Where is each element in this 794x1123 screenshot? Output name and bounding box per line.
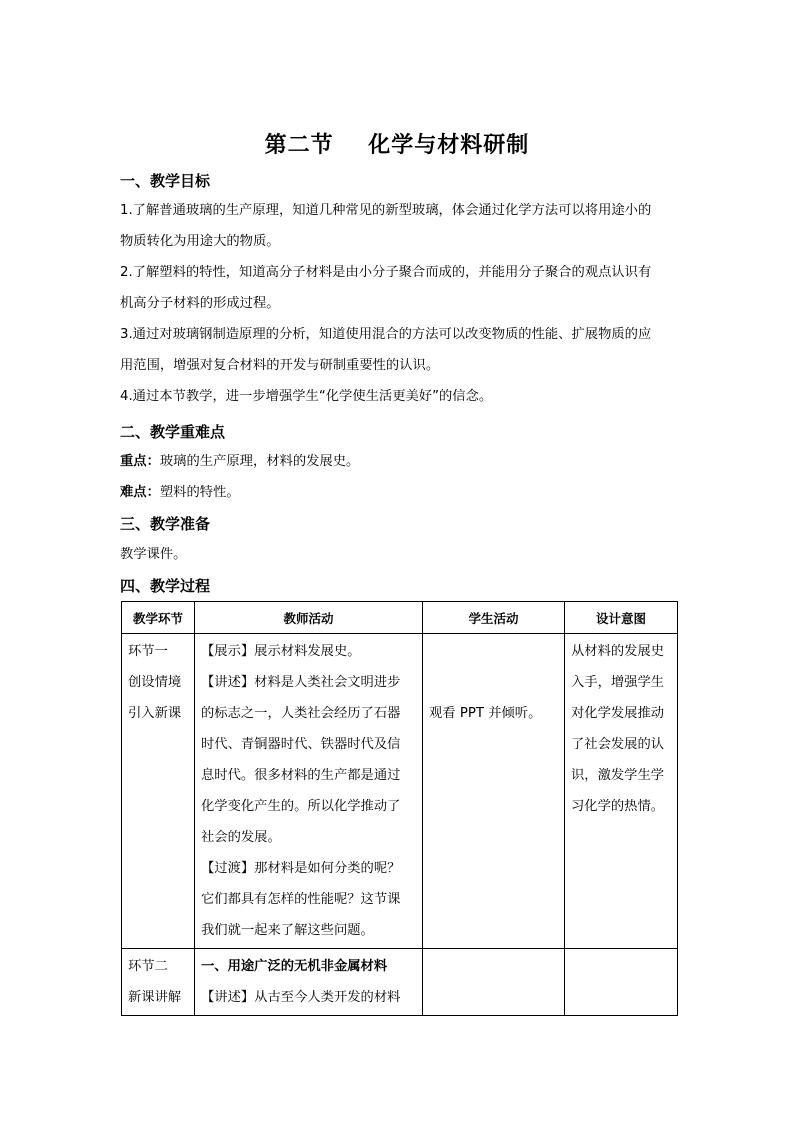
goal-item-4: 4.通过本节教学，进一步增强学生“化学使生活更美好”的信念。 xyxy=(120,389,493,404)
key-point-text: 玻璃的生产原理，材料的发展史。 xyxy=(159,454,360,469)
header-teacher: 教师活动 xyxy=(195,602,423,634)
teacher-cell: 【展示】展示材料发展史。 【讲述】材料是人类社会文明进步 的标志之一，人类社会经历了石器 时代、青铜器时代、铁器时代及信 息时代。很多材料的生产都是通过 化学变化产生的。所以化学推动了 社会的发展。 【过渡】那材料是如何分类的呢？ 它们都具有怎样的性能呢？这节课 我们就一起来了解这些问题。 xyxy=(195,634,423,949)
header-stage: 教学环节 xyxy=(122,602,195,634)
key-point-line xyxy=(120,446,680,477)
goals-list xyxy=(120,195,680,412)
key-point-label: 重点： xyxy=(120,454,160,469)
subsection-heading: 一、用途广泛的无机非金属材料 xyxy=(201,959,388,974)
difficult-point-label: 难点： xyxy=(120,485,160,500)
teacher-cell: 一、用途广泛的无机非金属材料 【讲述】从古至今人类开发的材料 xyxy=(195,949,423,1016)
section-heading-prep: 三、教学准备 xyxy=(120,515,211,533)
section-heading-goals: 一、教学目标 xyxy=(120,172,211,190)
section-heading-process: 四、教学过程 xyxy=(120,577,211,595)
header-student: 学生活动 xyxy=(423,602,565,634)
page-title: 第二节 化学与材料研制 xyxy=(264,133,530,158)
goal-item-1: 1.了解普通玻璃的生产原理，知道几种常见的新型玻璃，体会通过化学方法可以将用途小的 物质转化为用途大的物质。 xyxy=(120,203,652,249)
prep-text: 教学课件。 xyxy=(120,547,187,562)
header-intent: 设计意图 xyxy=(565,602,678,634)
goal-item-3: 3.通过对玻璃钢制造原理的分析，知道使用混合的方法可以改变物质的性能、扩展物质的应 用范围，增强对复合材料的开发与研制重要性的认识。 xyxy=(120,327,652,373)
stage-cell: 环节一 创设情境 引入新课 xyxy=(122,634,195,949)
student-cell xyxy=(423,949,565,1016)
table-row xyxy=(122,949,678,1016)
difficult-point-text: 塑料的特性。 xyxy=(159,485,240,500)
table-row xyxy=(122,634,678,949)
student-cell: 观看 PPT 并倾听。 xyxy=(423,634,565,949)
table-header-row xyxy=(122,602,678,634)
intent-cell: 从材料的发展史 入手，增强学生 对化学发展推动 了社会发展的认 识，激发学生学 习化学的热情。 xyxy=(565,634,678,949)
process-table xyxy=(121,601,678,1016)
goal-item-2: 2.了解塑料的特性，知道高分子材料是由小分子聚合而成的，并能用分子聚合的观点认识有 机高分子材料的形成过程。 xyxy=(120,265,652,311)
section-heading-key-points: 二、教学重难点 xyxy=(120,423,226,441)
difficult-point-line xyxy=(120,477,680,508)
stage-cell: 环节二 新课讲解 xyxy=(122,949,195,1016)
intent-cell xyxy=(565,949,678,1016)
